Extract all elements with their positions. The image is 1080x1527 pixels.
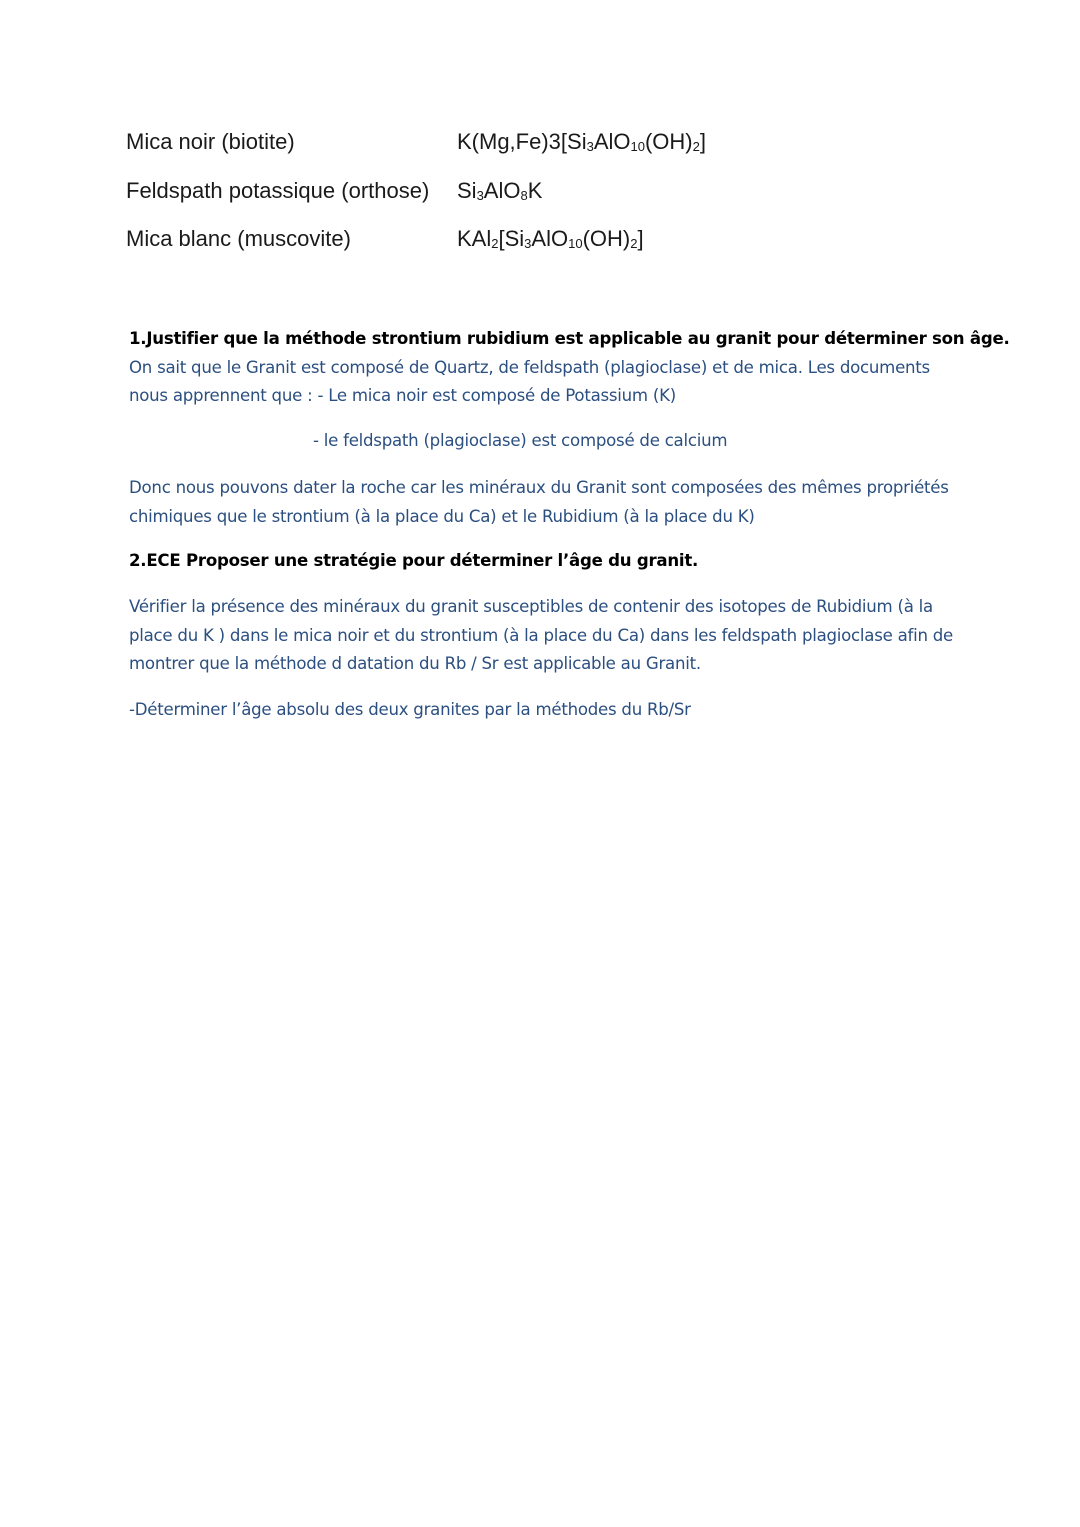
- mineral-formula: $K(Mg,Fe)3[Si_3AlO_{10}(OH)_2]$: [457, 129, 706, 154]
- answer-2-line: montrer que la méthode d datation du Rb / Sr est applicable au Granit.: [129, 654, 701, 673]
- formula-subscript: 3: [524, 236, 532, 251]
- answer-2-line: Vérifier la présence des minéraux du granit susceptibles de contenir des isotopes de Rubidium (à la: [129, 597, 933, 616]
- mineral-name: Mica blanc (muscovite): [126, 226, 351, 251]
- answer-1-line: On sait que le Granit est composé de Quartz, de feldspath (plagioclase) et de mica. Les documents: [129, 357, 930, 377]
- answer-1-item: - le feldspath (plagioclase) est composé de calcium: [313, 431, 728, 450]
- mineral-row: [126, 122, 826, 171]
- answer-1-list-item: [129, 427, 969, 456]
- formula-subscript: 3: [586, 139, 594, 154]
- question-2-section: [129, 547, 969, 576]
- answer-2-step-line: -Déterminer l’âge absolu des deux granites par la méthodes du Rb/Sr: [129, 700, 691, 719]
- question-2-heading: 2.ECE Proposer une stratégie pour déterminer l’âge du granit.: [129, 551, 699, 570]
- answer-1-conclusion-line: chimiques que le strontium (à la place du Ca) et le Rubidium (à la place du K): [129, 506, 755, 526]
- answer-1-conclusion-line: Donc nous pouvons dater la roche car les minéraux du Granit sont composées des mêmes propriétés: [129, 478, 949, 497]
- answer-2-line: place du K ) dans le mica noir et du strontium (à la place du Ca) dans les feldspath plagioclase afin de: [129, 625, 953, 645]
- formula-subscript: 10: [568, 236, 583, 251]
- answer-2-paragraph: [129, 593, 969, 679]
- mineral-name: Mica noir (biotite): [126, 129, 295, 154]
- formula-subscript: 2: [491, 236, 499, 251]
- mineral-formula: $KAl_2[Si_3AlO_{10}(OH)_2]$: [457, 226, 644, 251]
- formula-subscript: 8: [520, 187, 528, 203]
- answer-2-step: [129, 696, 969, 725]
- formula-subscript: 2: [630, 236, 638, 251]
- mineral-row: [126, 171, 826, 220]
- mineral-name: Feldspath potassique (orthose): [126, 177, 430, 203]
- mineral-table: [126, 122, 826, 268]
- question-1-section: [129, 325, 1010, 411]
- mineral-formula: $Si_3AlO_8K$: [457, 177, 543, 203]
- question-1-heading: 1.Justifier que la méthode strontium rubidium est applicable au granit pour déterminer son âge.: [129, 329, 1010, 348]
- mineral-row: [126, 219, 826, 268]
- formula-subscript: 3: [476, 187, 484, 203]
- formula-subscript: 10: [630, 139, 645, 154]
- formula-subscript: 2: [692, 139, 700, 154]
- answer-1-line: nous apprennent que : - Le mica noir est composé de Potassium (K): [129, 386, 676, 405]
- answer-1-conclusion: [129, 474, 969, 531]
